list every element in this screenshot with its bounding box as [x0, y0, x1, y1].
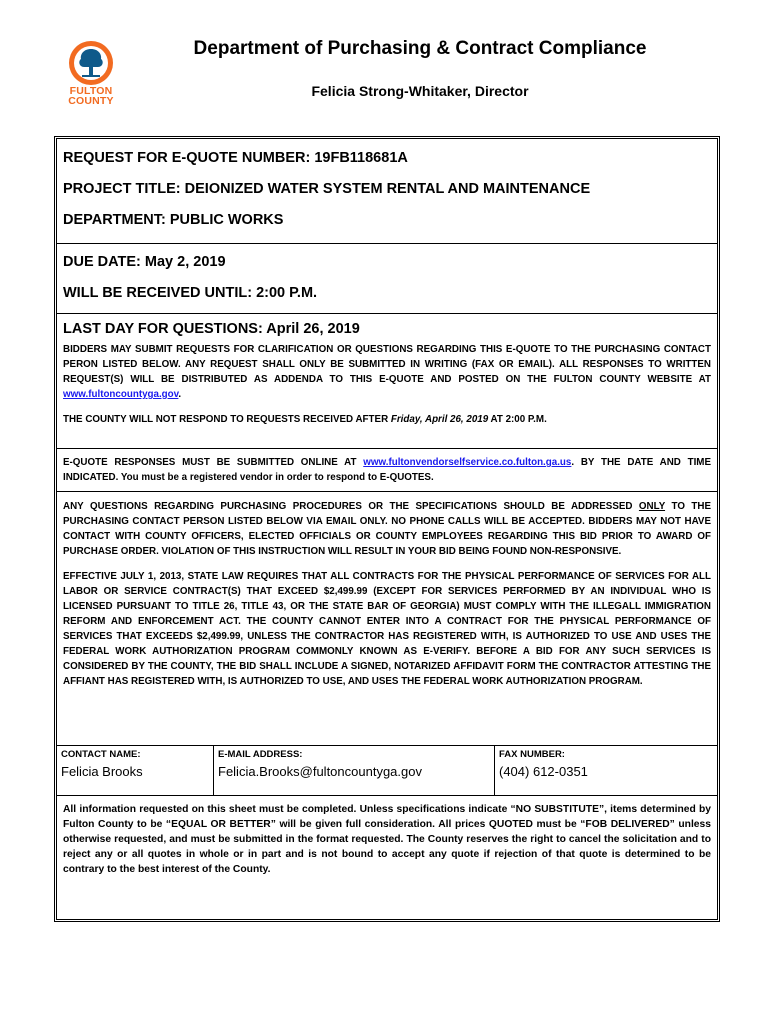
submission-section	[57, 449, 717, 492]
tree-seal-icon	[68, 40, 114, 86]
submission-text-b: . BY THE DATE AND TIME INDICATED. You must be a registered vendor in order to respond to E-QUOTES.	[63, 457, 711, 483]
rules-para1-b: TO THE PURCHASING CONTACT PERSON LISTED BELOW VIA EMAIL ONLY. NO PHONE CALLS WILL BE ACCEPTED. BIDDERS MAY NOT HAVE CONTACT WITH COUNTY OFFICERS, ELECTED OFFICIALS OR COUNTY EMPLOYEES REGARDING THIS BID PRIOR TO AWARD OF PURCHASE ORDER. VIOLATION OF THIS INSTRUCTION WILL RESULT IN YOUR BID BEING FOUND NON-RESPONSIVE.	[63, 501, 711, 557]
contact-fax-cell	[495, 746, 717, 795]
page-subtitle: Felicia Strong-Whitaker, Director	[311, 83, 529, 99]
questions-para2-b: AT 2:00 P.M.	[488, 414, 547, 425]
vendor-portal-link[interactable]: www.fultonvendorselfservice.co.fulton.ga.us	[363, 457, 572, 468]
terms-paragraph: All information requested on this sheet must be completed. Unless specifications indicate “NO SUBSTITUTE”, items determined by Fulton County to be “EQUAL OR BETTER” will be given full consideration. All prices QUOTED must be “FOB DELIVERED” unless otherwise requested, and must be submitted in the format requested. The County reserves the right to cancel the solicitation and to reject any or all quotes in whole or in part and is not bound to accept any quote if rejection of that quote is determined to be contrary to the best interest of the County.	[63, 804, 711, 875]
contact-row	[57, 746, 717, 796]
contact-name-label: CONTACT NAME:	[61, 749, 141, 760]
submission-text-a: E-QUOTE RESPONSES MUST BE SUBMITTED ONLINE AT	[63, 457, 364, 468]
contact-email-value: Felicia.Brooks@fultoncountyga.gov	[218, 764, 422, 779]
contact-email-label: E-MAIL ADDRESS:	[218, 749, 303, 760]
rules-section	[57, 492, 717, 746]
questions-deadline-date: Friday, April 26, 2019	[390, 414, 489, 425]
questions-heading: LAST DAY FOR QUESTIONS: April 26, 2019	[63, 321, 360, 337]
quote-form-frame	[56, 138, 718, 920]
received-until: WILL BE RECEIVED UNTIL: 2:00 P.M.	[63, 285, 318, 301]
e-verify-paragraph: EFFECTIVE JULY 1, 2013, STATE LAW REQUIRES THAT ALL CONTRACTS FOR THE PHYSICAL PERFORMANCE OF SERVICES FOR ALL LABOR OR SERVICE CONTRACT(S) THAT EXCEED $2,499.99 (EXCEPT FOR SERVICES PERFORMED BY AN INDIVIDUAL WHO IS LICENSED PURSUANT TO TITLE 26, TITLE 43, OR THE STATE BAR OF GEORGIA) MUST COMPLY WITH THE ILLEGALL IMMIGRATION REFORM AND ENFORCEMENT ACT. THE COUNTY CANNOT ENTER INTO A CONTRACT FOR THE PHYSICAL PERFORMANCE OF SERVICES THAT EXCEEDS $2,499.99, UNLESS THE CONTRACTOR HAS REGISTERED WITH, IS AUTHORIZED TO USE AND USES THE FEDERAL WORK AUTHORIZATION PROGRAM COMMONLY KNOWN AS E-VERIFY. BEFORE A BID FOR ANY SUCH SERVICES IS CONSIDERED BY THE COUNTY, THE BID SHALL INCLUDE A SIGNED, NOTARIZED AFFIDAVIT FORM THE CONTRACTOR ATTESTING THE AFFIANT HAS REGISTERED WITH, IS AUTHORIZED TO USE, AND USES THE FEDERAL WORK AUTHORIZATION PROGRAM.	[63, 571, 711, 687]
questions-para2-a: THE COUNTY WILL NOT RESPOND TO REQUESTS RECEIVED AFTER	[63, 414, 391, 425]
questions-paragraph	[63, 342, 711, 427]
contact-fax-label: FAX NUMBER:	[499, 749, 565, 760]
fulton-county-logo	[60, 40, 122, 106]
rules-only-emphasis: ONLY	[638, 501, 666, 512]
page-title: Department of Purchasing & Contract Compliance	[193, 38, 647, 59]
rules-para1-a: ANY QUESTIONS REGARDING PURCHASING PROCEDURES OR THE SPECIFICATIONS SHOULD BE ADDRESSED	[63, 501, 639, 512]
due-date-section	[57, 244, 717, 314]
logo-text-line1: FULTON	[69, 85, 113, 97]
questions-para1-end: .	[178, 389, 182, 400]
project-title: PROJECT TITLE: DEIONIZED WATER SYSTEM RENTAL AND MAINTENANCE	[63, 181, 591, 197]
county-website-link[interactable]: www.fultoncountyga.gov	[63, 389, 179, 400]
contact-fax-value: (404) 612-0351	[499, 764, 588, 779]
due-date: DUE DATE: May 2, 2019	[63, 254, 226, 270]
quote-info-section	[57, 139, 717, 244]
contact-name-cell	[57, 746, 214, 795]
logo-text-line2: COUNTY	[68, 95, 114, 107]
questions-para1-text: BIDDERS MAY SUBMIT REQUESTS FOR CLARIFICATION OR QUESTIONS REGARDING THIS E-QUOTE TO THE PURCHASING CONTACT PERON LISTED BELOW. ANY REQUEST SHALL ONLY BE SUBMITTED IN WRITING (FAX OR EMAIL). ALL RESPONSES TO WRITTEN REQUEST(S) WILL BE DISTRIBUTED AS ADDENDA TO THIS E-QUOTE AND POSTED ON THE FULTON COUNTY WEBSITE AT	[63, 344, 711, 385]
questions-section	[57, 314, 717, 449]
quote-number: REQUEST FOR E-QUOTE NUMBER: 19FB118681A	[63, 150, 408, 166]
contact-name-value: Felicia Brooks	[61, 764, 143, 779]
department: DEPARTMENT: PUBLIC WORKS	[63, 212, 284, 228]
contact-email-cell	[214, 746, 495, 795]
